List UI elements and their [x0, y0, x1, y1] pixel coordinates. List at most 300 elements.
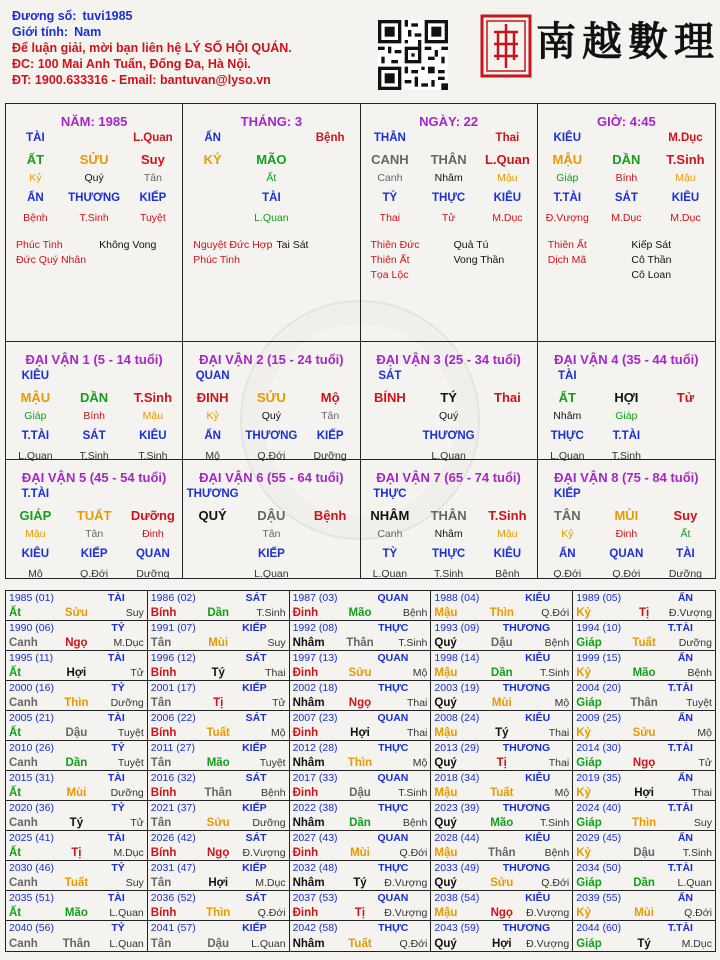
year-ten-god: SÁT: [245, 592, 267, 604]
year-stem-branch: [9, 847, 144, 859]
hidden-stem-row-item: Nhâm: [434, 172, 463, 184]
year-label: 2017 (33): [292, 772, 338, 784]
brand-logo-text: 南越數理: [536, 18, 720, 65]
stem-branch-row-item: SỬU: [256, 390, 286, 405]
year-stem: Ất: [9, 607, 22, 619]
dai-van-cell-3: [361, 342, 538, 460]
hidden-stem-row-item: Canh: [377, 528, 403, 540]
year-branch: Ngọ: [632, 757, 656, 769]
year-cell: [6, 681, 148, 710]
year-life-stage: L.Quan: [109, 907, 144, 919]
life-stage-row-item: T.Sinh: [611, 450, 641, 462]
year-label: 2036 (52): [150, 892, 196, 904]
stem-branch-row: [361, 390, 537, 410]
year-ten-god: KIẾP: [242, 682, 267, 694]
year-branch: Dậu: [633, 847, 655, 859]
year-ten-god: KIÊU: [525, 892, 551, 904]
life-stage-row-item: Q.Đới: [80, 568, 109, 580]
life-stage-row: [361, 212, 537, 232]
year-cell: [148, 861, 290, 890]
year-ten-god: TỶ: [111, 922, 125, 934]
year-ten-god: THỰC: [378, 742, 409, 754]
year-stem: Canh: [9, 877, 38, 889]
year-life-stage: Dưỡng: [110, 787, 144, 799]
stem-branch-row-item: Mộ: [320, 390, 340, 405]
year-label: 1996 (12): [150, 652, 196, 664]
chart-id-line: [12, 8, 292, 24]
hidden-god-row-item: TÀI: [676, 548, 695, 560]
year-stem: Ất: [9, 667, 22, 679]
year-label: 2032 (48): [292, 862, 338, 874]
year-stem-branch: [576, 727, 712, 739]
year-stem-branch: [9, 637, 144, 649]
good-star: Phúc Tinh: [16, 239, 63, 251]
good-star: Dịch Mã: [547, 254, 587, 266]
year-stem: Mậu: [434, 907, 458, 919]
year-stem: Đinh: [292, 787, 319, 799]
year-cell: [148, 621, 290, 650]
qr-code-icon: [378, 20, 448, 90]
hidden-stem-row-item: Mậu: [675, 172, 696, 184]
year-label: 2001 (17): [150, 682, 196, 694]
year-branch: Mão: [632, 667, 656, 679]
pillar-title: ĐẠI VẬN 1 (5 - 14 tuổi): [25, 352, 163, 367]
year-life-stage: Tử: [272, 697, 286, 709]
year-ten-god: QUAN: [377, 832, 409, 844]
year-stem: Bính: [150, 847, 177, 859]
year-stem-branch: [9, 817, 144, 829]
year-ten-god: SÁT: [245, 652, 267, 664]
stem-branch-row-item: Dưỡng: [130, 508, 175, 523]
life-stage-row: [6, 568, 182, 588]
year-life-stage: Thai: [548, 757, 570, 769]
year-ten-god: QUAN: [377, 772, 409, 784]
hidden-god-row: [361, 548, 537, 568]
hidden-god-row: [538, 430, 715, 450]
hidden-stem-row-item: Kỷ: [561, 528, 574, 540]
hidden-stem-row-item: Tân: [321, 410, 340, 422]
year-branch: Mùi: [491, 697, 512, 709]
bad-star: Vong Thần: [453, 254, 505, 266]
year-ten-god: KIẾP: [242, 922, 267, 934]
year-branch: Tị: [496, 757, 507, 769]
year-branch: Hợi: [208, 877, 229, 889]
year-label: 2026 (42): [150, 832, 196, 844]
year-stem: Tân: [150, 757, 172, 769]
hidden-god-row: [6, 548, 182, 568]
stem-branch-row-item: Tử: [676, 390, 695, 405]
year-branch: Tị: [638, 607, 650, 619]
year-label: 1998 (14): [434, 652, 480, 664]
hidden-stem-row-item: Ất: [266, 172, 277, 184]
year-branch: Tị: [354, 907, 366, 919]
year-label: 2000 (16): [9, 682, 54, 694]
year-ten-god: KIẾP: [242, 622, 267, 634]
year-cell: [6, 801, 148, 830]
year-label: 2030 (46): [9, 862, 54, 874]
hidden-god-row-item: KIÊU: [493, 192, 522, 204]
hidden-god-row-item: T.TÀI: [21, 430, 50, 442]
stem-branch-row: [6, 390, 182, 410]
year-ten-god: THỰC: [378, 922, 409, 934]
year-label: 2027 (43): [292, 832, 338, 844]
year-branch: Mùi: [350, 847, 370, 859]
year-stem: Mậu: [434, 787, 458, 799]
year-cell: [573, 861, 715, 890]
year-cell: [290, 651, 432, 680]
year-label: 2006 (22): [150, 712, 196, 724]
year-stem: Tân: [150, 938, 172, 950]
pillar-title: THÁNG: 3: [240, 114, 303, 129]
year-life-stage: L.Quan: [251, 938, 286, 950]
hidden-stem-row-item: Tân: [85, 528, 104, 540]
year-stem: Quý: [434, 938, 457, 950]
year-stem-branch: [434, 757, 569, 769]
stem-branch-row-item: TÂN: [553, 508, 581, 523]
gender-value: Nam: [74, 25, 102, 39]
year-cell: [431, 741, 573, 770]
ten-god-row-item: THỰC: [373, 488, 407, 500]
ten-god-row: [183, 132, 359, 152]
year-branch: Thìn: [206, 907, 231, 919]
year-ten-god: TỶ: [111, 742, 125, 754]
year-branch: Dậu: [207, 938, 230, 950]
stem-branch-row: [538, 390, 715, 410]
year-stem-branch: [576, 757, 712, 769]
year-stem: Đinh: [292, 847, 319, 859]
year-stem: Ất: [9, 727, 22, 739]
year-ten-god: T.TÀI: [667, 862, 693, 874]
year-life-stage: Đ.Vượng: [242, 847, 286, 859]
year-label: 2014 (30): [576, 742, 622, 754]
ten-god-row: [6, 132, 182, 152]
ten-god-row-item: M.Dục: [668, 132, 703, 144]
year-stem: Kỷ: [576, 907, 591, 919]
year-life-stage: T.Sinh: [682, 847, 712, 859]
year-cell: [6, 861, 148, 890]
year-label: 2020 (36): [9, 802, 54, 814]
year-label: 2012 (28): [292, 742, 338, 754]
year-ten-god: T.TÀI: [667, 922, 693, 934]
year-ten-god: TỶ: [111, 862, 125, 874]
hidden-god-row-item: KIÊU: [21, 548, 50, 560]
hidden-god-row-item: KIẾP: [257, 548, 285, 560]
special-stars: [6, 232, 182, 268]
year-branch: Sửu: [206, 817, 230, 829]
year-cell: [290, 831, 432, 860]
pillar-title: NGÀY: 22: [419, 114, 479, 129]
hidden-god-row-item: KIÊU: [139, 430, 167, 442]
year-label: 2009 (25): [576, 712, 622, 724]
year-stem: Canh: [9, 757, 38, 769]
year-label: 2043 (59): [434, 922, 480, 934]
year-stem-branch: [576, 907, 712, 919]
year-branch: Tý: [637, 938, 651, 950]
stem-branch-row-item: L.Quan: [484, 152, 530, 167]
year-cell: [6, 891, 148, 920]
life-stage-row-item: L.Quan: [254, 568, 289, 580]
year-stem: Canh: [9, 938, 38, 950]
life-stage-row: [538, 212, 715, 232]
year-ten-god: ẤN: [677, 772, 693, 784]
hidden-stem-row-item: Đinh: [615, 528, 638, 540]
stem-branch-row-item: Suy: [673, 508, 698, 523]
ten-god-row-item: KIÊU: [553, 132, 582, 144]
year-ten-god: TÀI: [107, 712, 125, 724]
stem-branch-row-item: TÝ: [440, 390, 457, 405]
year-cell: [290, 771, 432, 800]
year-life-stage: Thai: [548, 727, 570, 739]
year-cell: [6, 591, 148, 620]
year-stem: Kỷ: [576, 667, 591, 679]
year-stem: Quý: [434, 697, 457, 709]
year-stem: Giáp: [576, 817, 602, 829]
hidden-god-row: [538, 192, 715, 212]
year-row: [6, 771, 715, 801]
gender-line: [12, 24, 292, 40]
year-stem: Tân: [150, 637, 172, 649]
year-ten-god: THƯƠNG: [502, 922, 551, 934]
year-life-stage: L.Quan: [677, 877, 712, 889]
pillars-row: [6, 104, 715, 342]
life-stage-row-item: L.Quan: [550, 450, 585, 462]
year-label: 2002 (18): [292, 682, 338, 694]
year-life-stage: Q.Đới: [541, 877, 570, 889]
year-ten-god: KIẾP: [242, 802, 267, 814]
life-stage-row-item: Thai: [379, 212, 401, 224]
ten-god-row-item: THÂN: [373, 132, 406, 144]
year-life-stage: Dưỡng: [678, 637, 712, 649]
hidden-god-row-item: KIẾP: [80, 548, 108, 560]
special-stars: [538, 232, 715, 283]
year-label: 2040 (56): [9, 922, 54, 934]
year-life-stage: Bệnh: [261, 787, 286, 799]
year-cell: [573, 651, 715, 680]
year-life-stage: T.Sinh: [539, 667, 570, 679]
year-life-stage: T.Sinh: [398, 637, 428, 649]
hidden-stem-row: [183, 172, 359, 192]
life-stage-row-item: Tuyệt: [139, 212, 166, 224]
year-life-stage: Mộ: [554, 697, 570, 709]
stem-branch-row-item: MẬU: [20, 390, 51, 405]
gender-label: Giới tính:: [12, 25, 69, 39]
year-stem-branch: [9, 667, 144, 679]
year-branch: Mão: [348, 607, 372, 619]
hidden-stem-row: [361, 172, 537, 192]
chart-id-label: Đương số:: [12, 9, 77, 23]
year-life-stage: M.Dục: [681, 938, 712, 950]
year-life-stage: Suy: [125, 607, 144, 619]
year-stem: Nhâm: [292, 877, 325, 889]
hidden-stem-row-item: Đinh: [142, 528, 164, 540]
year-label: 1985 (01): [9, 592, 54, 604]
year-branch: Dần: [349, 817, 371, 829]
year-stem-branch: [9, 727, 144, 739]
year-label: 2007 (23): [292, 712, 338, 724]
special-stars: [361, 232, 537, 283]
year-branch: Dậu: [349, 787, 371, 799]
year-life-stage: Đ.Vượng: [668, 607, 712, 619]
year-stem-branch: [151, 757, 286, 769]
hidden-god-row-item: TỲ: [382, 192, 398, 204]
year-cell: [431, 771, 573, 800]
year-cell: [290, 801, 432, 830]
year-stem: Nhâm: [292, 938, 325, 950]
good-star: Đức Quý Nhân: [16, 254, 87, 266]
year-life-stage: T.Sinh: [539, 817, 570, 829]
year-stem-branch: [151, 847, 286, 859]
bad-star: Cô Loan: [631, 269, 672, 281]
year-branch: Dần: [633, 877, 655, 889]
stem-branch-row-item: T.Sinh: [666, 152, 705, 167]
year-label: 2021 (37): [150, 802, 196, 814]
year-label: 1988 (04): [434, 592, 480, 604]
year-ten-god: ẤN: [677, 892, 693, 904]
stem-branch-row-item: THÂN: [430, 152, 467, 167]
year-stem: Giáp: [576, 637, 602, 649]
stem-branch-row: [183, 508, 359, 528]
year-stem-branch: [576, 697, 712, 709]
year-label: 2010 (26): [9, 742, 54, 754]
year-stem: Nhâm: [292, 757, 325, 769]
year-life-stage: Q.Đới: [399, 847, 428, 859]
year-branch: Thìn: [347, 757, 373, 769]
year-ten-god: TỶ: [111, 622, 125, 634]
hidden-stem-row-item: Quý: [261, 410, 281, 422]
year-label: 1995 (11): [9, 652, 54, 664]
year-row: [6, 831, 715, 861]
year-stem-branch: [434, 817, 569, 829]
hidden-stem-row: [6, 410, 182, 430]
life-stage-row-item: Tử: [441, 212, 456, 224]
year-stem-branch: [293, 877, 428, 889]
year-life-stage: Bệnh: [544, 637, 570, 649]
dai-van-cell-6: [183, 460, 360, 578]
year-life-stage: Mộ: [697, 727, 712, 739]
life-stage-row-item: M.Dục: [611, 212, 642, 224]
hidden-stem-row: [538, 528, 715, 548]
year-ten-god: TỶ: [111, 802, 125, 814]
ten-god-row-item: L.Quan: [133, 132, 173, 144]
hidden-god-row-item: THỰC: [550, 430, 584, 442]
year-label: 2034 (50): [576, 862, 622, 874]
good-star: Nguyệt Đức Hợp: [193, 239, 273, 251]
year-life-stage: Q.Đới: [541, 607, 570, 619]
ten-god-row: [538, 488, 715, 508]
year-stem: Kỷ: [576, 847, 591, 859]
year-life-stage: Bệnh: [402, 607, 428, 619]
year-life-stage: Tử: [130, 817, 144, 829]
hidden-stem-row: [361, 528, 537, 548]
year-stem: Bính: [150, 787, 177, 799]
year-cell: [6, 741, 148, 770]
year-stem-branch: [576, 607, 712, 619]
year-label: 2038 (54): [434, 892, 480, 904]
year-life-stage: Q.Đới: [257, 907, 286, 919]
year-ten-god: TỶ: [111, 682, 125, 694]
year-row: [6, 621, 715, 651]
year-stem-branch: [293, 607, 428, 619]
year-stem-branch: [151, 787, 286, 799]
year-stem: Giáp: [576, 697, 602, 709]
year-life-stage: Đ.Vượng: [384, 907, 428, 919]
year-life-stage: Mộ: [554, 787, 570, 799]
year-stem: Đinh: [292, 907, 319, 919]
year-cell: [148, 921, 290, 951]
year-cell: [573, 741, 715, 770]
life-stage-row-item: Bệnh: [23, 212, 48, 224]
special-stars: [183, 232, 359, 268]
year-cell: [431, 891, 573, 920]
year-branch: Tý: [353, 877, 367, 889]
year-life-stage: L.Quan: [109, 938, 144, 950]
hidden-god-row-item: TÀI: [262, 192, 281, 204]
hidden-stem-row-item: Mậu: [497, 528, 518, 540]
pillar-title: ĐẠI VẬN 8 (75 - 84 tuổi): [554, 470, 699, 485]
year-cell: [148, 711, 290, 740]
ten-god-row-item: KIẾP: [553, 488, 581, 500]
year-stem: Ất: [9, 787, 22, 799]
year-label: 2015 (31): [9, 772, 54, 784]
year-branch: Tuất: [348, 938, 372, 950]
stem-branch-row-item: Bệnh: [313, 508, 347, 523]
hidden-god-row-item: THƯƠNG: [68, 192, 121, 204]
year-cell: [148, 891, 290, 920]
bad-star: Cô Thần: [631, 254, 672, 266]
pillars-grid: [5, 103, 716, 579]
year-branch: Thìn: [631, 817, 657, 829]
year-stem: Mậu: [434, 607, 458, 619]
year-ten-god: SÁT: [245, 892, 267, 904]
year-label: 2008 (24): [434, 712, 480, 724]
hidden-god-row-item: ẤN: [27, 192, 44, 204]
ten-god-row-item: Thai: [495, 132, 520, 144]
year-ten-god: ẤN: [677, 832, 693, 844]
hidden-god-row-item: QUAN: [609, 548, 644, 560]
year-cell: [148, 681, 290, 710]
hidden-god-row-item: KIẾP: [139, 192, 167, 204]
life-stage-row-item: Dưỡng: [668, 568, 703, 580]
year-stem-branch: [576, 938, 712, 950]
year-branch: Thân: [346, 637, 374, 649]
year-label: 1999 (15): [576, 652, 622, 664]
year-label: 2041 (57): [150, 922, 196, 934]
year-branch: Tý: [211, 667, 225, 679]
year-ten-god: KIÊU: [525, 592, 551, 604]
year-label: 2013 (29): [434, 742, 480, 754]
dai-van-cell-7: [361, 460, 538, 578]
year-cell: [290, 621, 432, 650]
year-ten-god: SÁT: [245, 772, 267, 784]
ten-god-row-item: ẤN: [204, 132, 221, 144]
stem-branch-row-item: QUÝ: [198, 508, 227, 523]
red-seal-logo: [480, 14, 532, 78]
year-life-stage: Tuyệt: [686, 697, 712, 709]
hidden-god-row-item: KIÊU: [671, 192, 700, 204]
year-cell: [573, 831, 715, 860]
year-row: [6, 921, 715, 951]
year-stem-branch: [576, 787, 712, 799]
year-life-stage: Q.Đới: [684, 907, 712, 919]
year-life-stage: T.Sinh: [256, 607, 286, 619]
year-cell: [290, 711, 432, 740]
year-row: [6, 681, 715, 711]
year-label: 2044 (60): [576, 922, 622, 934]
life-stage-row-item: Mộ: [28, 568, 43, 580]
ten-god-row-item: THƯƠNG: [186, 488, 239, 500]
year-stem-branch: [434, 877, 569, 889]
year-stem-branch: [434, 637, 569, 649]
